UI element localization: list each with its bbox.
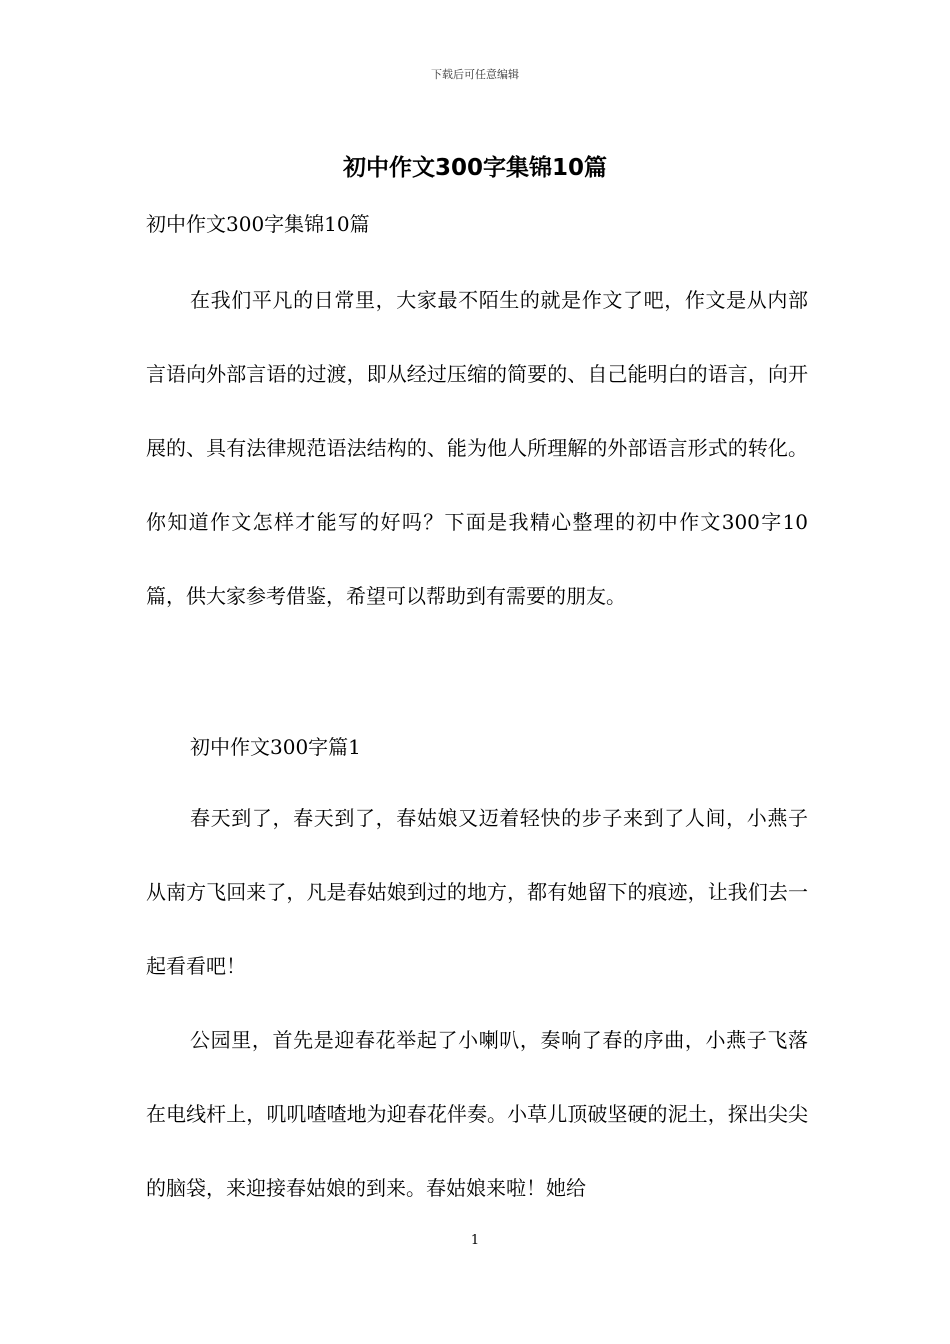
intro-paragraph: 在我们平凡的日常里，大家最不陌生的就是作文了吧，作文是从内部言语向外部言语的过渡，即从经过压缩的简要的、自己能明白的语言，向开展的、具有法律规范语法结构的、能为他人所理解的外部语言形式的转化。你知道作文怎样才能写的好吗？下面是我精心整理的初中作文300字10篇，供大家参考借鉴，希望可以帮助到有需要的朋友。 — [146, 288, 808, 608]
page-number: 1 — [470, 1233, 480, 1248]
document-title: 初中作文300字集锦10篇 — [342, 155, 608, 181]
header-note: 下载后可任意编辑 — [431, 68, 519, 81]
section-heading: 初中作文300字篇1 — [190, 735, 361, 759]
body-paragraph-1: 春天到了，春天到了，春姑娘又迈着轻快的步子来到了人间，小燕子从南方飞回来了，凡是春姑娘到过的地方，都有她留下的痕迹，让我们去一起看看吧！ — [146, 806, 808, 978]
body-paragraph-2: 公园里，首先是迎春花举起了小喇叭，奏响了春的序曲，小燕子飞落在电线杆上，叽叽喳喳地为迎春花伴奏。小草儿顶破坚硬的泥土，探出尖尖的脑袋，来迎接春姑娘的到来。春姑娘来啦！她给 — [146, 1028, 808, 1200]
document-subtitle: 初中作文300字集锦10篇 — [146, 212, 370, 236]
